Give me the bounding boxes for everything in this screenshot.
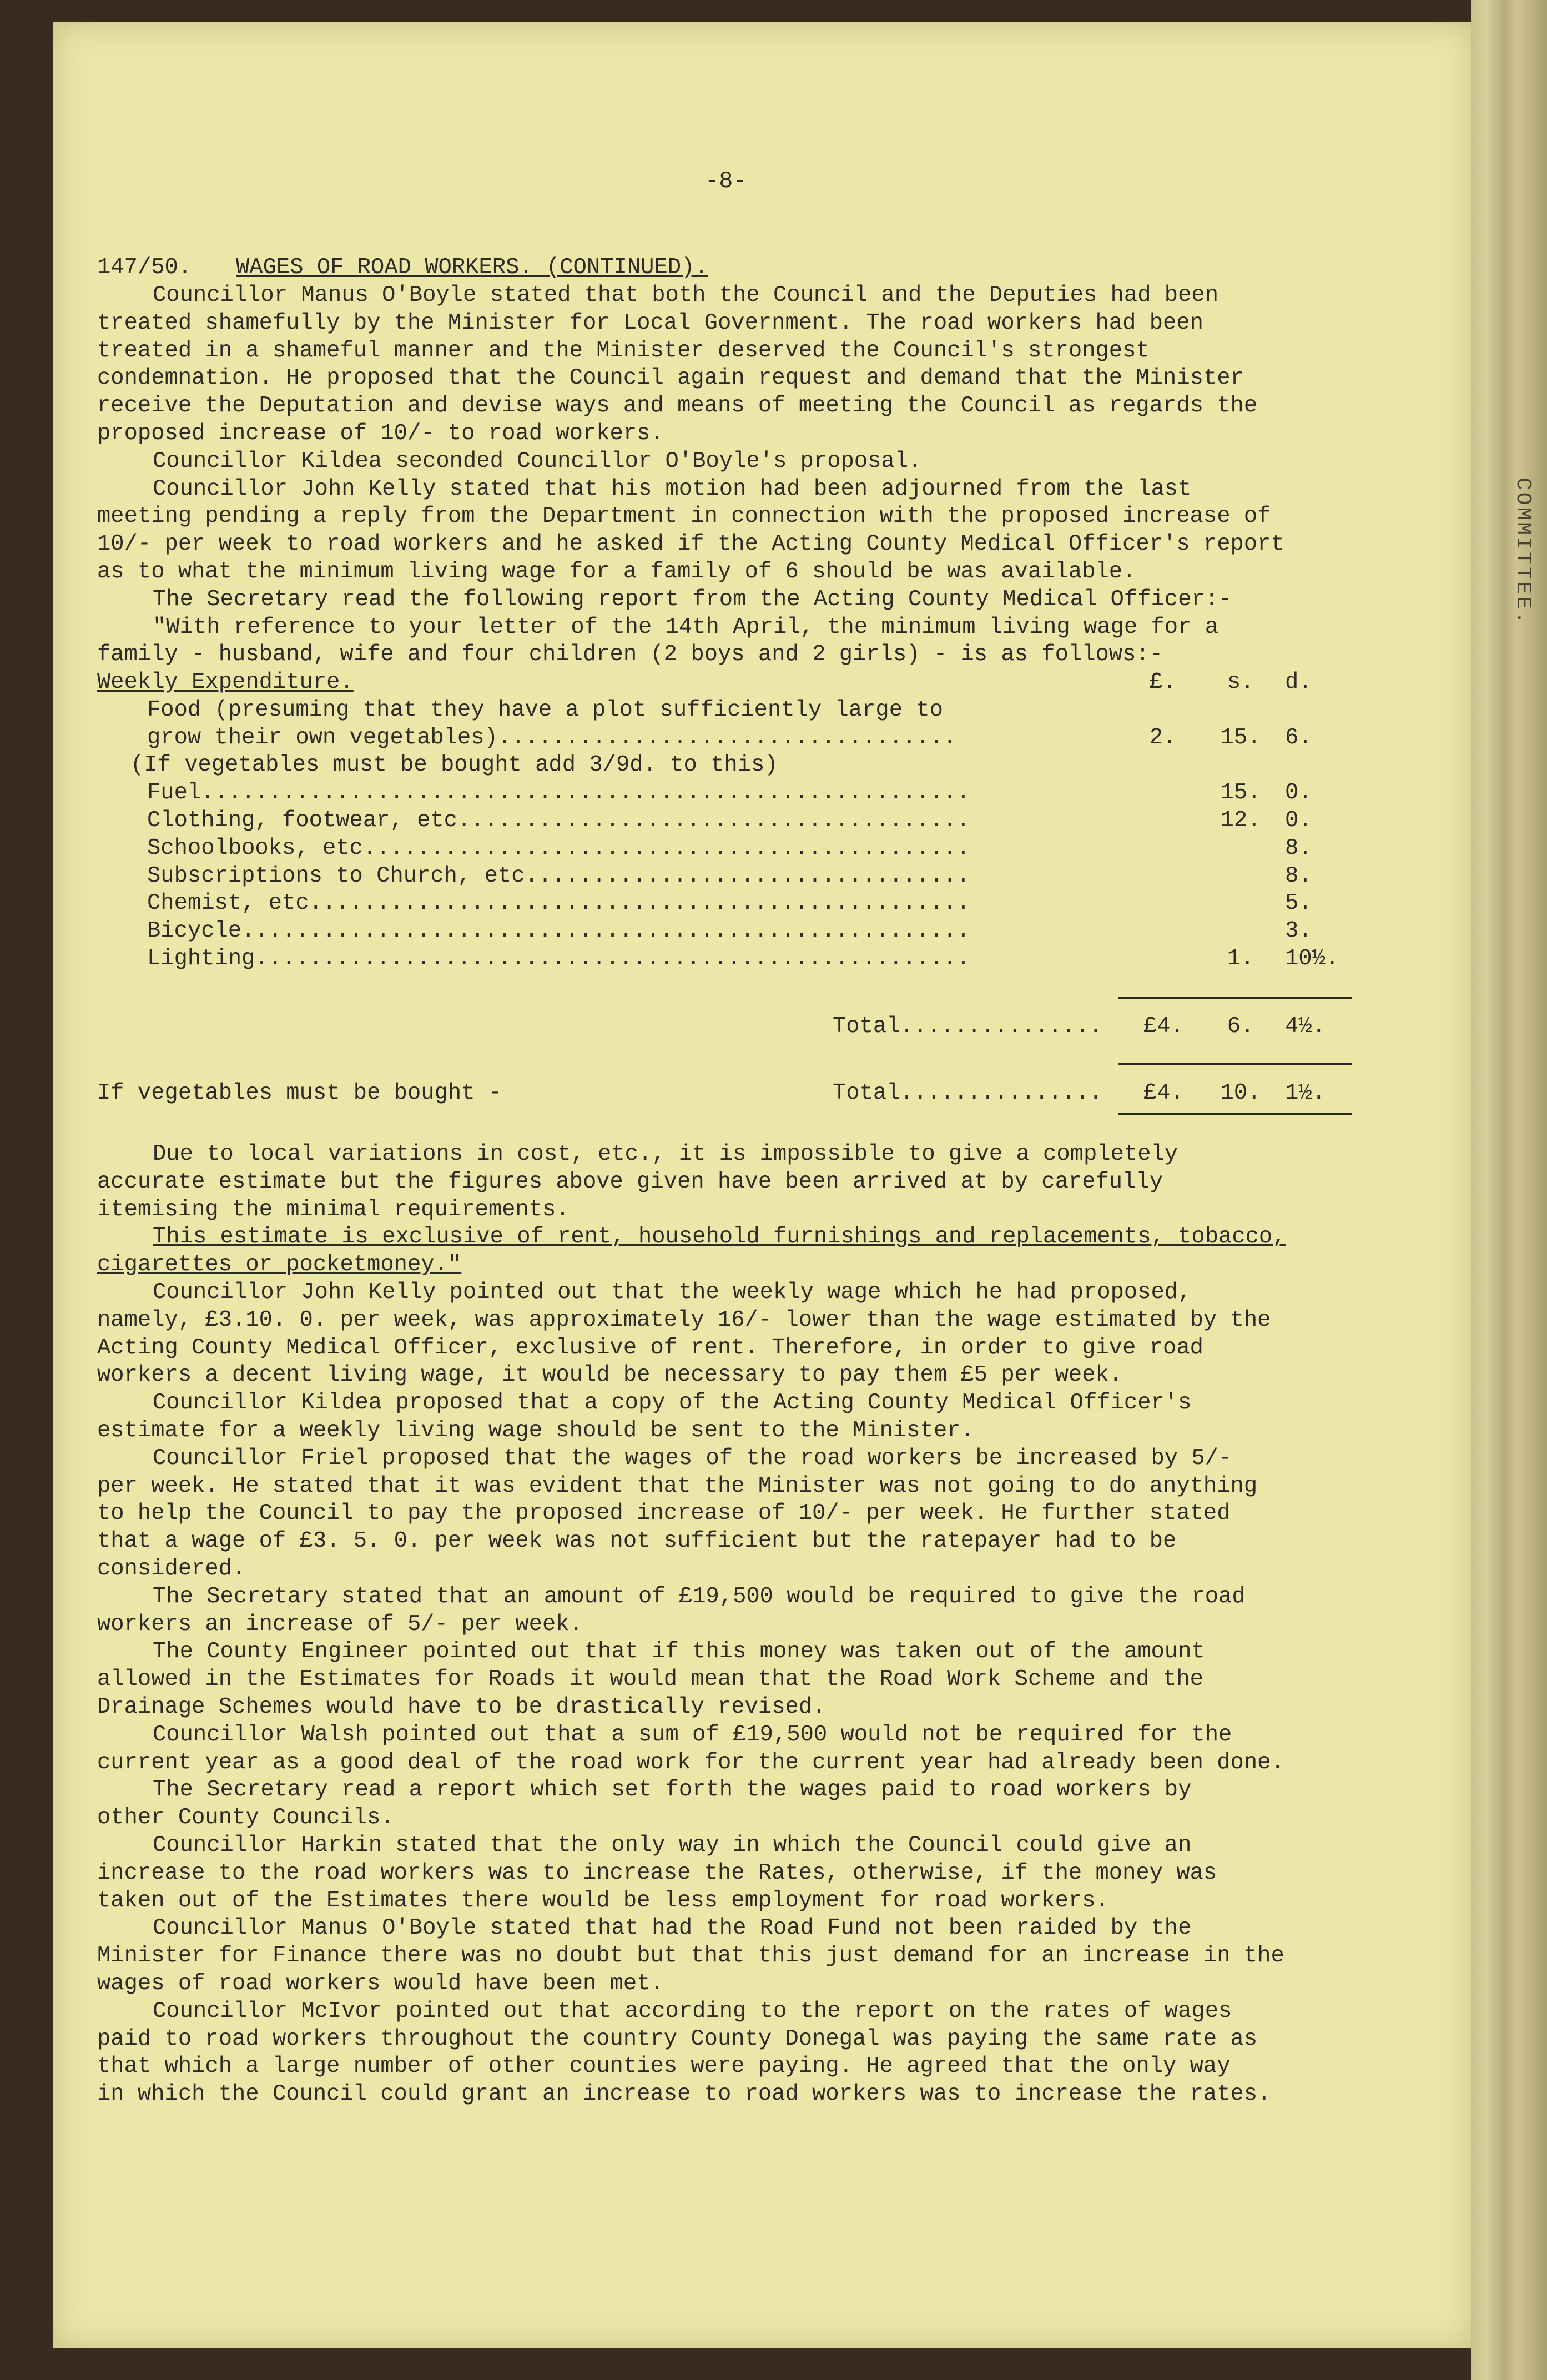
text-line: meeting pending a reply from the Department in connection with the proposed increase of: [97, 504, 1271, 530]
expenditure-item: Lighting.....................................................: [147, 945, 970, 972]
binding-tab-label: COMMITTEE.: [1511, 477, 1535, 627]
text-line: condemnation. He proposed that the Council again request and demand that the Minister: [97, 365, 1244, 391]
column-pounds: £.: [1149, 670, 1177, 695]
text-line: estimate for a weekly living wage should be sent to the Minister.: [97, 1417, 974, 1443]
expenditure-row: [97, 918, 1374, 945]
expenditure-shillings: 15.: [1220, 780, 1261, 806]
expenditure-row: [97, 724, 1374, 752]
text-line: as to what the minimum living wage for a family of 6 should be was available.: [97, 558, 1136, 585]
text-line: This estimate is exclusive of rent, household furnishings and replacements, tobacco,: [153, 1224, 1286, 1250]
paragraph-oboyle-statement: [97, 282, 1407, 669]
column-shillings: s.: [1227, 670, 1254, 695]
expenditure-shillings: 15.: [1220, 724, 1261, 751]
text-line: The Secretary stated that an amount of £19,500 would be required to give the road: [153, 1583, 1246, 1609]
total-with-vegetables-prefix: If vegetables must be bought -: [97, 1080, 502, 1106]
expenditure-item: Chemist, etc.................................................: [147, 890, 970, 917]
text-line: Drainage Schemes would have to be drastically revised.: [97, 1694, 826, 1720]
total-with-vegetables-label: Total...............: [833, 1080, 1103, 1106]
expenditure-pounds: 2.: [1149, 724, 1177, 751]
expenditure-item: Subscriptions to Church, etc.................................: [147, 863, 970, 889]
paragraph-report-close: [97, 1141, 1407, 2109]
column-pence: d.: [1285, 670, 1312, 695]
total-pounds: £4.: [1143, 1014, 1184, 1039]
total-shillings: 6.: [1227, 1014, 1254, 1039]
expenditure-row: [97, 697, 1374, 724]
text-line: Councillor Manus O'Boyle stated that had the Road Fund not been raided by the: [153, 1915, 1192, 1941]
text-line: that a wage of £3. 5. 0. per week was not sufficient but the ratepayer had to be: [97, 1528, 1177, 1554]
expenditure-row: [97, 863, 1374, 890]
text-line: workers a decent living wage, it would be necessary to pay them £5 per week.: [97, 1362, 1123, 1388]
total-rule: [1118, 1113, 1352, 1115]
text-line: considered.: [97, 1556, 246, 1582]
text-line: Acting County Medical Officer, exclusive of rent. Therefore, in order to give road: [97, 1335, 1203, 1361]
text-line: increase to the road workers was to increase the Rates, otherwise, if the money was: [97, 1860, 1217, 1886]
text-line: namely, £3.10. 0. per week, was approximately 16/- lower than the wage estimated by the: [97, 1307, 1271, 1333]
text-line: per week. He stated that it was evident that the Minister was not going to do anything: [97, 1473, 1258, 1499]
expenditure-pence: 0.: [1285, 807, 1312, 833]
text-line: Councillor Kildea proposed that a copy of the Acting County Medical Officer's: [153, 1390, 1192, 1416]
text-line: 10/- per week to road workers and he asked if the Acting County Medical Officer's report: [97, 531, 1284, 557]
text-line: allowed in the Estimates for Roads it would mean that the Road Work Scheme and the: [97, 1667, 1203, 1693]
expenditure-rows: [97, 697, 1374, 973]
text-line: Councillor Walsh pointed out that a sum of £19,500 would not be required for the: [153, 1722, 1232, 1748]
text-line: to help the Council to pay the proposed increase of 10/- per week. He further stated: [97, 1501, 1231, 1527]
expenditure-item: (If vegetables must be bought add 3/9d. to this): [130, 752, 778, 778]
text-line: proposed increase of 10/- to road workers.: [97, 420, 664, 446]
text-line: wages of road workers would have been met.: [97, 1970, 664, 1996]
text-line: Councillor Manus O'Boyle stated that both the Council and the Deputies had been: [153, 283, 1219, 308]
expenditure-item: grow their own vegetables)..................................: [147, 724, 957, 751]
text-line: receive the Deputation and devise ways and means of meeting the Council as regards the: [97, 393, 1258, 419]
document-page: [53, 22, 1474, 2348]
total-label: Total...............: [833, 1014, 1103, 1039]
expenditure-pence: 8.: [1285, 863, 1312, 889]
expenditure-pence: 10½.: [1285, 945, 1339, 972]
total-rule: [1118, 997, 1352, 999]
expenditure-row: [97, 779, 1374, 807]
expenditure-item: Food (presuming that they have a plot sufficiently large to: [147, 697, 943, 723]
minute-title: WAGES OF ROAD WORKERS. (CONTINUED).: [236, 255, 708, 280]
expenditure-row: [97, 890, 1374, 918]
expenditure-item: Schoolbooks, etc.............................................: [147, 835, 970, 861]
text-line: Councillor John Kelly stated that his motion had been adjourned from the last: [153, 476, 1192, 502]
expenditure-shillings: 12.: [1220, 807, 1261, 833]
expenditure-pence: 0.: [1285, 780, 1312, 806]
text-line: cigarettes or pocketmoney.": [97, 1252, 462, 1278]
text-line: itemising the minimal requirements.: [97, 1196, 570, 1222]
page-number: -8-: [705, 168, 747, 194]
book-binding: [1471, 0, 1547, 2380]
total-with-vegetables-pence: 1½.: [1285, 1080, 1326, 1106]
expenditure-item: Fuel.........................................................: [147, 780, 970, 806]
text-line: in which the Council could grant an increase to road workers was to increase the rates.: [97, 2081, 1271, 2107]
text-line: current year as a good deal of the road work for the current year had already been done.: [97, 1749, 1284, 1775]
expenditure-header-row: [97, 669, 1374, 697]
text-line: Councillor John Kelly pointed out that the weekly wage which he had proposed,: [153, 1279, 1192, 1305]
total-with-vegetables-row: [97, 1080, 1374, 1108]
expenditure-item: Clothing, footwear, etc......................................: [147, 807, 970, 833]
text-line: The Secretary read a report which set forth the wages paid to road workers by: [153, 1777, 1192, 1803]
total-pence: 4½.: [1285, 1014, 1326, 1039]
text-line: "With reference to your letter of the 14th April, the minimum living wage for a: [153, 614, 1219, 640]
text-line: The County Engineer pointed out that if this money was taken out of the amount: [153, 1639, 1205, 1665]
text-line: treated shamefully by the Minister for Local Government. The road workers had been: [97, 310, 1203, 336]
total-with-vegetables-shillings: 10.: [1220, 1080, 1261, 1106]
text-line: Councillor Friel proposed that the wages of the road workers be increased by 5/-: [153, 1445, 1232, 1471]
expenditure-heading: Weekly Expenditure.: [97, 670, 354, 695]
text-line: paid to road workers throughout the country County Donegal was paying the same rate as: [97, 2026, 1258, 2052]
text-line: taken out of the Estimates there would be less employment for road workers.: [97, 1888, 1109, 1914]
expenditure-pence: 3.: [1285, 918, 1312, 944]
text-line: Due to local variations in cost, etc., it is impossible to give a completely: [153, 1141, 1178, 1167]
text-line: that which a large number of other counties were paying. He agreed that the only way: [97, 2054, 1231, 2080]
text-line: Councillor Harkin stated that the only way in which the Council could give an: [153, 1832, 1192, 1858]
text-line: Councillor McIvor pointed out that according to the report on the rates of wages: [153, 1998, 1232, 2024]
expenditure-item: Bicycle......................................................: [147, 918, 970, 944]
text-line: Councillor Kildea seconded Councillor O'Boyle's proposal.: [153, 448, 922, 474]
total-rule: [1118, 1063, 1352, 1065]
expenditure-row: [97, 807, 1374, 835]
expenditure-row: [97, 945, 1374, 973]
total-with-vegetables-pounds: £4.: [1143, 1080, 1184, 1106]
minute-heading: [97, 254, 708, 282]
text-line: other County Councils.: [97, 1805, 394, 1831]
expenditure-shillings: 1.: [1227, 945, 1254, 972]
text-line: workers an increase of 5/- per week.: [97, 1611, 583, 1637]
minute-number: 147/50.: [97, 255, 192, 280]
text-line: Minister for Finance there was no doubt but that this just demand for an increase in the: [97, 1943, 1284, 1969]
total-row: [97, 1013, 1374, 1041]
expenditure-pence: 5.: [1285, 890, 1312, 917]
expenditure-pence: 6.: [1285, 724, 1312, 751]
expenditure-row: [97, 835, 1374, 863]
text-line: treated in a shameful manner and the Minister deserved the Council's strongest: [97, 338, 1150, 364]
expenditure-row: [97, 752, 1374, 779]
text-line: accurate estimate but the figures above given have been arrived at by carefully: [97, 1169, 1163, 1195]
expenditure-pence: 8.: [1285, 835, 1312, 861]
text-line: The Secretary read the following report from the Acting County Medical Officer:-: [153, 586, 1232, 612]
expenditure-table: [97, 669, 1374, 973]
text-line: family - husband, wife and four children (2 boys and 2 girls) - is as follows:-: [97, 642, 1163, 668]
